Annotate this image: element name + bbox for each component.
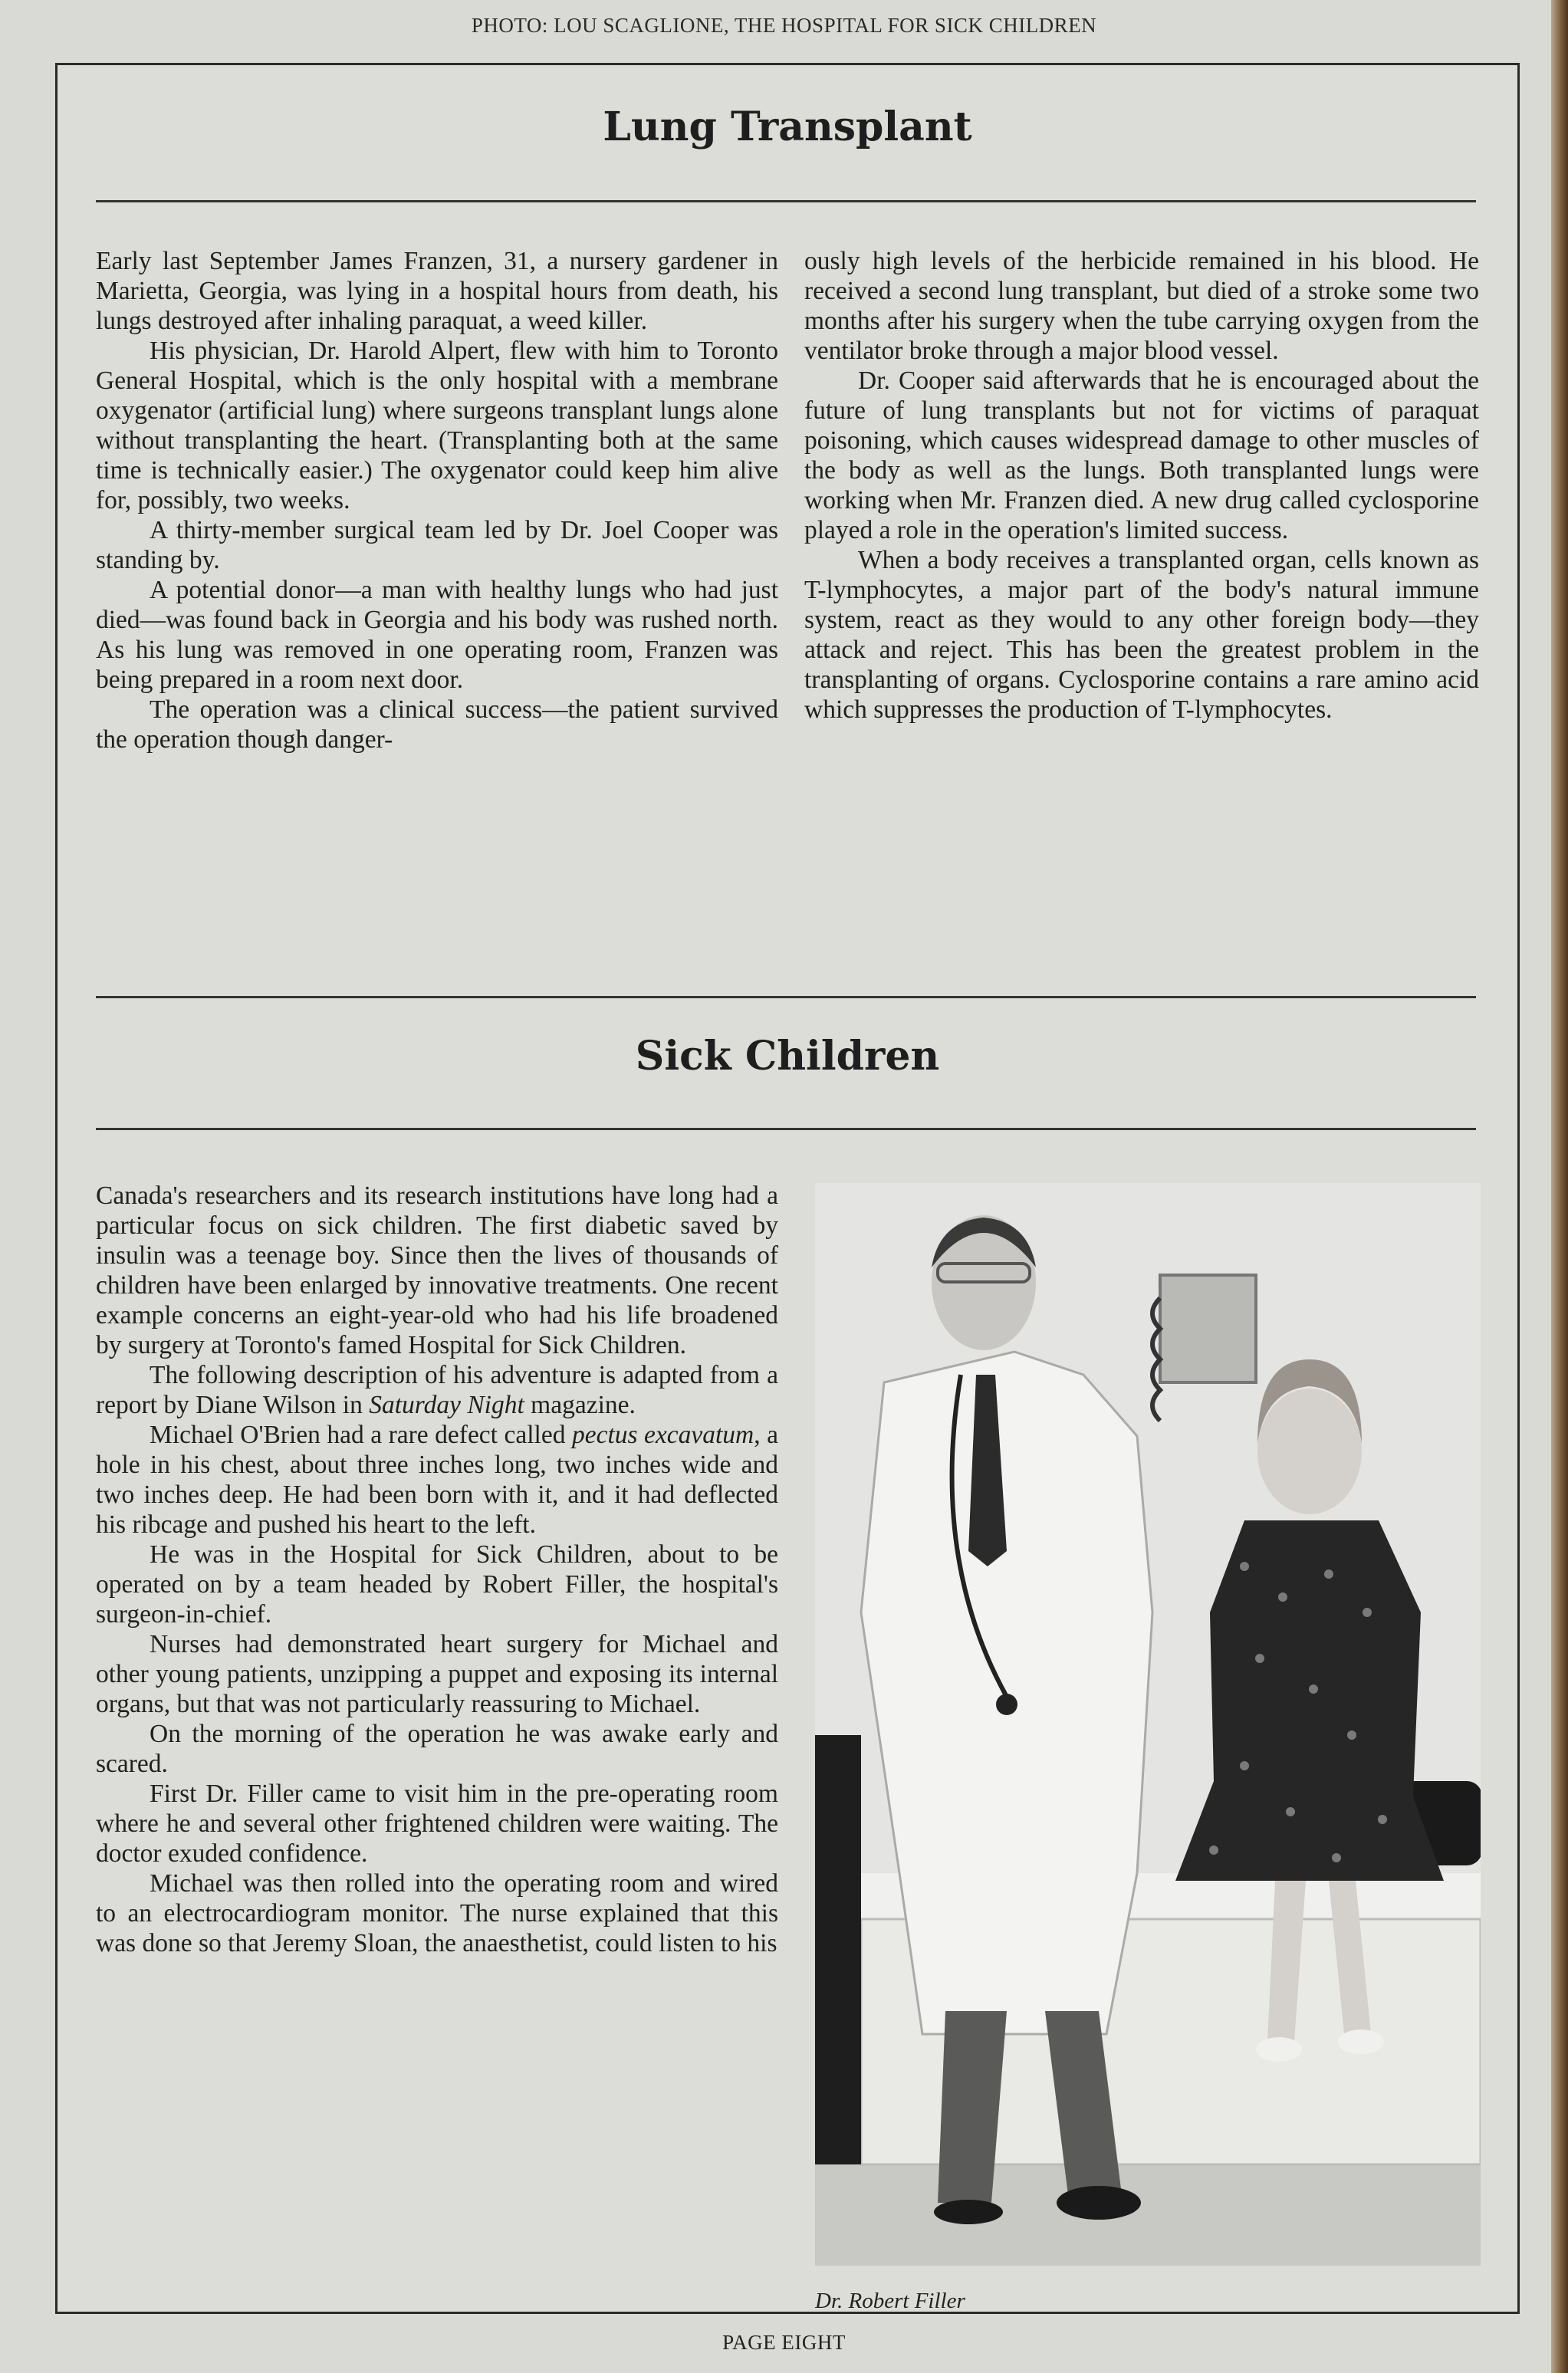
lung-paragraph: Early last September James Franzen, 31, a nursery gardener in Marietta, Georgia, was lying in a hospital hours from death, his lungs destroyed after inhaling paraquat, a weed killer.: [96, 247, 778, 335]
article-frame: [55, 63, 1520, 2314]
sick-children-title: Sick Children: [635, 1033, 940, 1080]
page-number: PAGE EIGHT: [722, 2331, 846, 2354]
lung-transplant-title: Lung Transplant: [603, 104, 972, 150]
sick-paragraph: On the morning of the operation he was awake early and scared.: [96, 1720, 778, 1778]
photo-caption: Dr. Robert Filler: [815, 2289, 965, 2313]
photo-credit: PHOTO: LOU SCAGLIONE, THE HOSPITAL FOR SICK CHILDREN: [471, 14, 1097, 37]
sick-paragraph: Michael O'Brien had a rare defect called pectus excavatum, a hole in his chest, about three inches long, two inches wide and two inches deep. He had been born with it, and it had deflected his ribcage and pushed his heart to the left.: [96, 1421, 778, 1539]
lung-paragraph: Dr. Cooper said afterwards that he is encouraged about the future of lung transplants but not for victims of paraquat poisoning, which causes widespread damage to other muscles of the body as well as the lungs. Both transplanted lungs were working when Mr. Franzen died. A new drug called cyclosporine played a role in the operation's limited success.: [804, 366, 1479, 544]
lung-column-left: [96, 246, 778, 998]
lung-paragraph: When a body receives a transplanted organ, cells known as T-lymphocytes, a major part of the body's natural immune system, react as they would to any other foreign body—they attack and reject. This has been the greatest problem in the transplanting of organs. Cyclosporine contains a rare amino acid which suppresses the production of T-lymphocytes.: [804, 546, 1479, 724]
photo-illustration: [815, 1183, 1481, 2266]
photo-doctor-and-child: [815, 1183, 1481, 2266]
book-spine-edge: [1551, 0, 1568, 2373]
sick-paragraph: Canada's researchers and its research institutions have long had a particular focus on sick children. The first diabetic saved by insulin was a teenage boy. Since then the lives of thousands of children have been enlarged by innovative treatments. One recent example concerns an eight-year-old who had his life broadened by surgery at Toronto's famed Hospital for Sick Children.: [96, 1182, 778, 1359]
sick-paragraph: First Dr. Filler came to visit him in the pre-operating room where he and several other frightened children were waiting. The doctor exuded confidence.: [96, 1780, 778, 1868]
sick-children-column: [96, 1181, 778, 2285]
sick-paragraph: Nurses had demonstrated heart surgery for Michael and other young patients, unzipping a puppet and exposing its internal organs, but that was not particularly reassuring to Michael.: [96, 1630, 778, 1718]
sick-paragraph: He was in the Hospital for Sick Children, about to be operated on by a team headed by Robert Filler, the hospital's surgeon-in-chief.: [96, 1540, 778, 1629]
lung-paragraph: A thirty-member surgical team led by Dr. Joel Cooper was standing by.: [96, 516, 778, 574]
title-rule-bottom: [96, 1128, 1476, 1130]
sick-paragraph: The following description of his adventure is adapted from a report by Diane Wilson in Saturday Night magazine.: [96, 1361, 778, 1419]
title-rule-top: [96, 200, 1476, 202]
lung-paragraph: His physician, Dr. Harold Alpert, flew with him to Toronto General Hospital, which is the only hospital with a membrane oxygenator (artificial lung) where surgeons transplant lungs alone without transplanting the heart. (Transplanting both at the same time is technically easier.) The oxygenator could keep him alive for, possibly, two weeks.: [96, 337, 778, 514]
lung-paragraph: The operation was a clinical success—the patient survived the operation though danger-: [96, 695, 778, 754]
lung-column-right: [804, 246, 1479, 998]
section-divider-rule: [96, 996, 1476, 998]
sick-paragraph: Michael was then rolled into the operating room and wired to an electrocardiogram monitor. The nurse explained that this was done so that Jeremy Sloan, the anaesthetist, could listen to his: [96, 1869, 778, 1957]
lung-paragraph: A potential donor—a man with healthy lungs who had just died—was found back in Georgia and his body was rushed north. As his lung was removed in one operating room, Franzen was being prepared in a room next door.: [96, 576, 778, 694]
lung-paragraph: ously high levels of the herbicide remained in his blood. He received a second lung transplant, but died of a stroke some two months after his surgery when the tube carrying oxygen from the ventilator broke through a major blood vessel.: [804, 247, 1479, 365]
